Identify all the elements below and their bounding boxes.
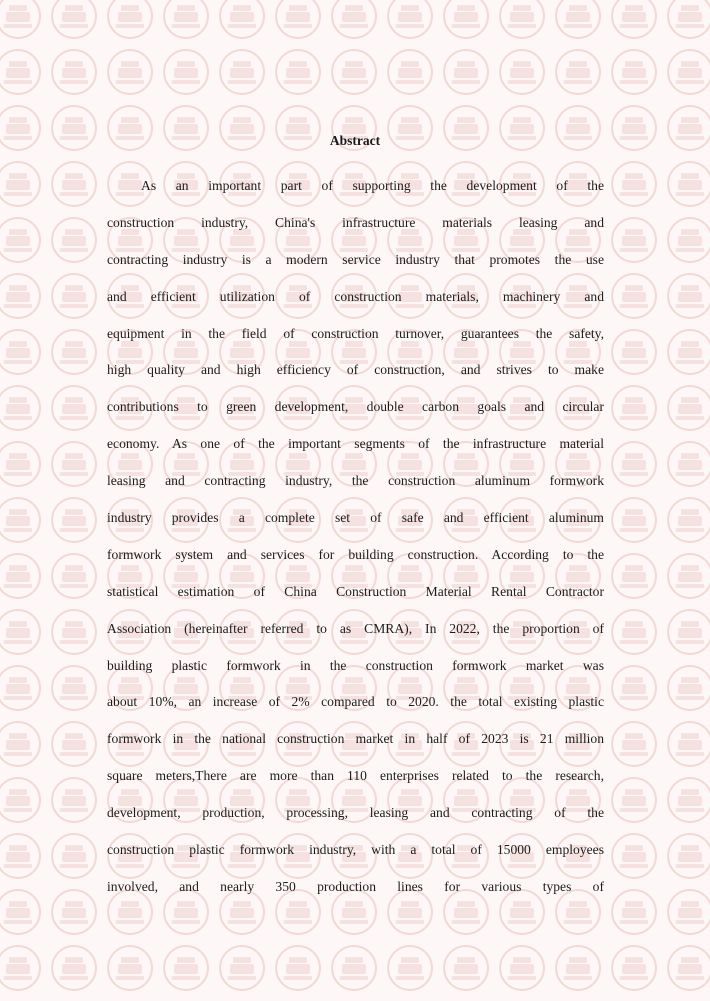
abstract-line: involved, and nearly 350 production lines for various types of bbox=[107, 878, 604, 894]
abstract-line: square meters,There are more than 110 enterprises related to the research, bbox=[107, 768, 604, 784]
abstract-line: economy. As one of the important segments of the infrastructure material bbox=[107, 436, 604, 452]
abstract-line: building plastic formwork in the construction formwork market was bbox=[107, 657, 604, 673]
abstract-line: As an important part of supporting the development of the bbox=[141, 178, 604, 193]
abstract-body bbox=[107, 168, 604, 906]
abstract-line: contributions to green development, double carbon goals and circular bbox=[107, 399, 604, 415]
abstract-line: equipment in the field of construction turnover, guarantees the safety, bbox=[107, 325, 604, 341]
abstract-line: high quality and high efficiency of construction, and strives to make bbox=[107, 362, 604, 378]
abstract-line: construction industry, China's infrastructure materials leasing and bbox=[107, 214, 604, 230]
abstract-line: leasing and contracting industry, the construction aluminum formwork bbox=[107, 473, 604, 489]
abstract-line: about 10%, an increase of 2% compared to 2020. the total existing plastic bbox=[107, 694, 604, 710]
abstract-line: Association (hereinafter referred to as CMRA), In 2022, the proportion of bbox=[107, 620, 604, 636]
abstract-line: formwork in the national construction market in half of 2023 is 21 million bbox=[107, 731, 604, 747]
abstract-title: Abstract bbox=[329, 133, 381, 148]
abstract-line: industry provides a complete set of safe and efficient aluminum bbox=[107, 510, 604, 526]
abstract-line: formwork system and services for building construction. According to the bbox=[107, 546, 604, 562]
abstract-line: construction plastic formwork industry, with a total of 15000 employees bbox=[107, 842, 604, 858]
abstract-line: contracting industry is a modern service industry that promotes the use bbox=[107, 251, 604, 267]
abstract-line: and efficient utilization of construction materials, machinery and bbox=[107, 288, 604, 304]
abstract-line: development, production, processing, leasing and contracting of the bbox=[107, 805, 604, 821]
abstract-line: statistical estimation of China Construction Material Rental Contractor bbox=[107, 583, 604, 599]
